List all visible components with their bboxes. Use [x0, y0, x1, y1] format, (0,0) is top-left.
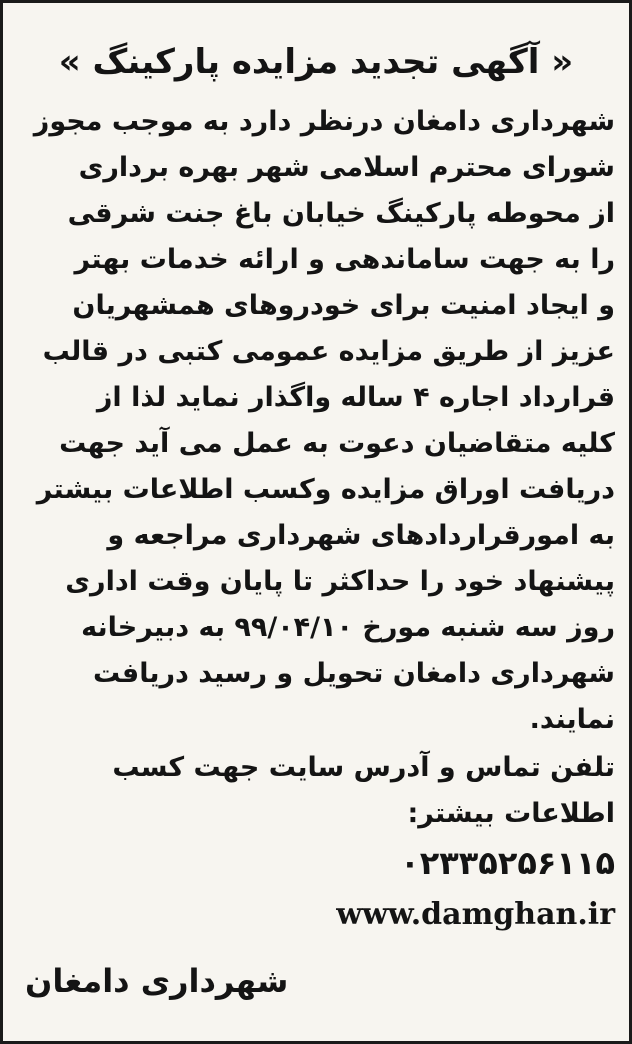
- body-line: شهرداری دامغان تحویل و رسید دریافت: [92, 658, 615, 689]
- body-line: کلیه متقاضیان دعوت به عمل می آید جهت: [59, 428, 615, 459]
- phone-number: ۰۲۳۳۵۲۵۶۱۱۵: [400, 844, 615, 882]
- body-line: از محوطه پارکینگ خیابان باغ جنت شرقی: [67, 198, 615, 229]
- notice-body: [17, 99, 615, 743]
- body-line: قرارداد اجاره ۴ ساله واگذار نماید لذا از: [96, 382, 615, 413]
- body-line: روز سه شنبه مورخ ۹۹/۰۴/۱۰ به دبیرخانه: [81, 612, 615, 643]
- body-line: به امورقراردادهای شهرداری مراجعه و: [107, 520, 615, 551]
- website-link[interactable]: www.damghan.ir: [336, 897, 615, 932]
- body-line: شورای محترم اسلامی شهر بهره برداری: [78, 152, 615, 183]
- body-line: را به جهت ساماندهی و ارائه خدمات بهتر: [74, 244, 615, 275]
- auction-notice: [17, 3, 615, 1041]
- contact-line: اطلاعات بیشتر:: [407, 798, 615, 829]
- contact-line: تلفن تماس و آدرس سایت جهت کسب: [112, 752, 615, 783]
- body-line: پیشنهاد خود را حداکثر تا پایان وقت اداری: [65, 566, 615, 597]
- notice-title: « آگهی تجدید مزایده پارکینگ »: [58, 42, 574, 82]
- body-line: نمایند.: [529, 704, 615, 735]
- body-line: دریافت اوراق مزایده وکسب اطلاعات بیشتر: [36, 474, 615, 505]
- body-line: شهرداری دامغان درنظر دارد به موجب مجوز: [33, 106, 615, 137]
- signature: شهرداری دامغان: [25, 962, 289, 1000]
- body-line: و ایجاد امنیت برای خودروهای همشهریان: [72, 290, 615, 321]
- contact-section: [17, 745, 615, 941]
- body-line: عزیز از طریق مزایده عمومی کتبی در قالب: [42, 336, 615, 367]
